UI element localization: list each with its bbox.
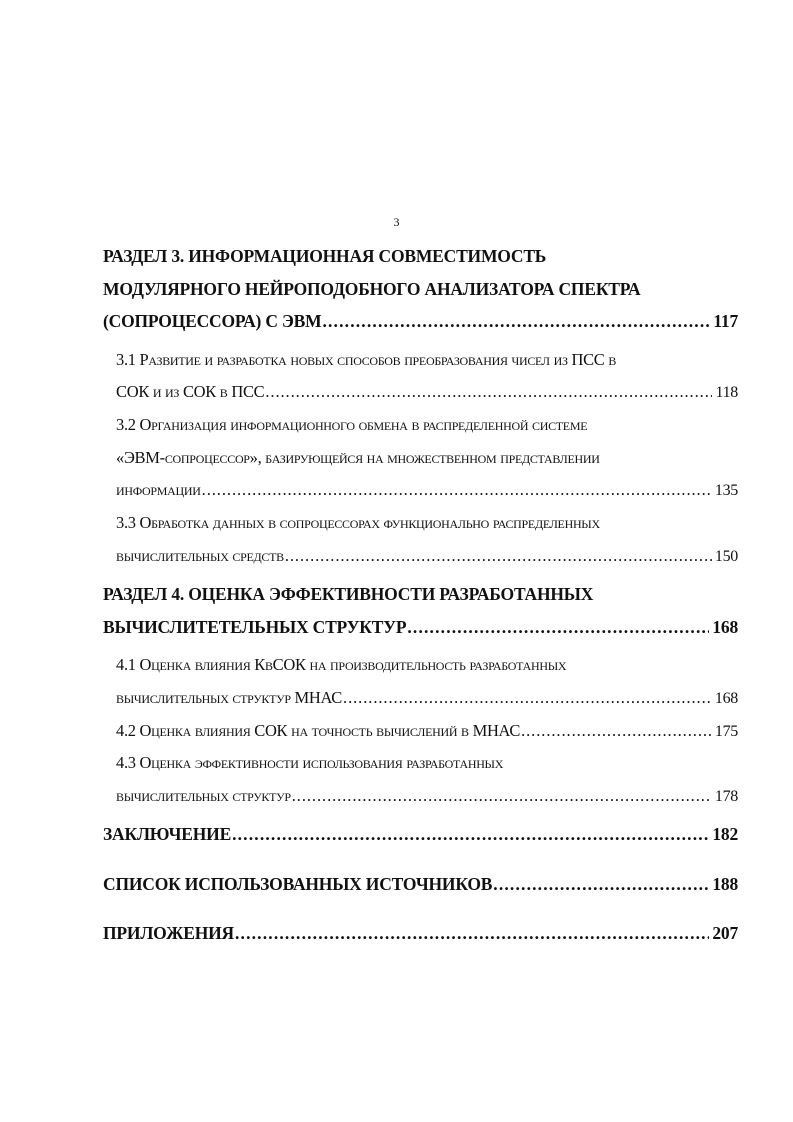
toc-conclusion[interactable] [103,818,738,851]
toc-subsection-4-2[interactable] [103,715,738,748]
toc-entry-title: ВЫЧИСЛИТЕТЕЛЬНЫХ СТРУКТУР [103,616,407,637]
toc-entry-last-line [116,780,738,813]
toc-entry-line: РАЗДЕЛ 4. ОЦЕНКА ЭФФЕКТИВНОСТИ РАЗРАБОТАННЫХ [103,584,594,605]
toc-page-number: 207 [712,922,738,943]
toc-page-number: 168 [714,690,738,707]
toc-entry-line: «ЭВМ-сопроцессор», базирующейся на множественном представлении [116,447,600,467]
toc-entry-line: 4.1 Оценка влияния КвСОК на производительность разработанных [116,655,567,675]
toc-section-4[interactable] [103,578,738,643]
toc-entry-title: информации [116,480,201,500]
toc-entry-last-line [103,868,738,901]
toc-entry-title: СПИСОК ИСПОЛЬЗОВАННЫХ ИСТОЧНИКОВ [103,874,493,895]
toc-entry-line: РАЗДЕЛ 3. ИНФОРМАЦИОННАЯ СОВМЕСТИМОСТЬ [103,246,547,266]
toc-entry-last-line [116,540,738,573]
toc-entry-line: 3.1 Развитие и разработка новых способов преобразования чисел из ПСС в [116,349,617,369]
toc-entry-title: вычислительных структур [116,786,291,806]
dot-leader [493,868,709,901]
dot-leader [292,780,712,813]
dot-leader [285,540,712,573]
toc-section-3[interactable] [103,240,738,338]
toc-entry-title: (СОПРОЦЕССОРА) С ЭВМ [103,311,322,331]
toc-subsection-4-3[interactable] [103,747,738,812]
toc-subsection-3-2[interactable] [103,409,738,507]
toc-entry-title: вычислительных структур МНАС [116,688,343,707]
toc-entry-last-line [116,682,738,715]
toc-entry-last-line [103,917,738,950]
toc-entry-last-line [116,715,738,748]
dot-leader [265,376,712,409]
toc-page-number: 117 [713,311,738,331]
toc-subsection-4-1[interactable] [103,649,738,714]
toc-subsection-3-3[interactable] [103,507,738,572]
toc-page-number: 168 [712,616,738,637]
toc-page-number: 175 [714,722,738,740]
toc-page-number: 135 [714,482,738,500]
toc-page-number: 118 [715,384,738,402]
toc-page-number: 150 [714,547,738,565]
toc-entry-line: 3.3 Обработка данных в сопроцессорах функционально распределенных [116,512,600,532]
toc-page-number: 182 [712,823,738,844]
toc-page-number: 188 [712,874,738,895]
dot-leader [343,682,712,715]
toc-entry-title: ПРИЛОЖЕНИЯ [103,922,234,943]
toc-entry-last-line [103,818,738,851]
page-number: 3 [393,215,400,229]
toc-references[interactable] [103,868,738,901]
toc-page-number: 178 [714,788,738,806]
dot-leader [232,818,709,851]
toc-entry-title: СОК и из СОК в ПСС [116,382,265,402]
toc-subsection-3-1[interactable] [103,344,738,409]
toc-entry-last-line [116,376,738,409]
toc-appendices[interactable] [103,917,738,950]
table-of-contents [103,240,738,949]
toc-entry-line: 3.2 Организация информационного обмена в распределенной системе [116,414,588,434]
toc-entry-title: ЗАКЛЮЧЕНИЕ [103,823,232,844]
dot-leader [202,474,712,507]
toc-entry-line: МОДУЛЯРНОГО НЕЙРОПОДОБНОГО АНАЛИЗАТОРА СПЕКТРА [103,278,641,299]
toc-entry-title: 4.2 Оценка влияния СОК на точность вычислений в МНАС [116,720,521,740]
toc-entry-last-line [103,305,738,338]
toc-entry-last-line [116,474,738,507]
dot-leader [322,305,710,338]
toc-entry-title: вычислительных средств [116,545,284,565]
dot-leader [521,715,712,748]
toc-entry-line: 4.3 Оценка эффективности использования разработанных [116,753,504,773]
dot-leader [407,611,709,644]
dot-leader [235,917,709,950]
toc-entry-last-line [103,611,738,644]
